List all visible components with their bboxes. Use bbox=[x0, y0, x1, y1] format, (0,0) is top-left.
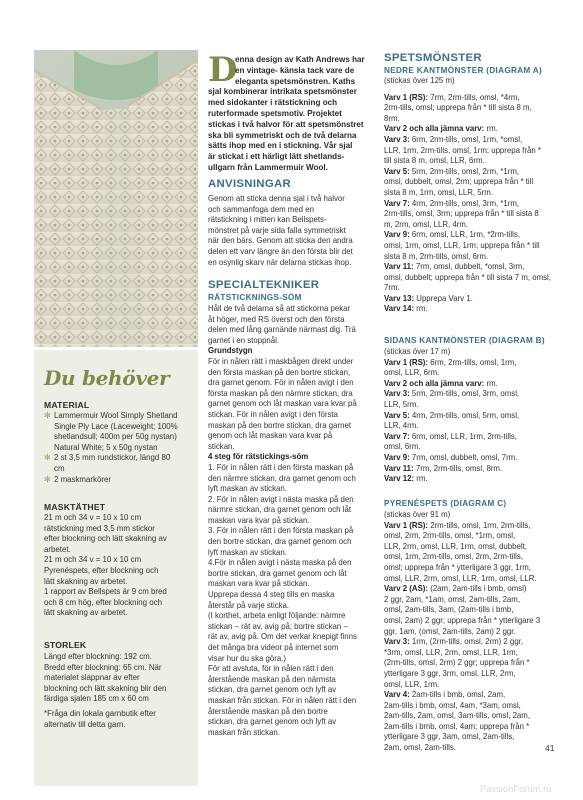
specialtekniker-heading: SPECIALTEKNIKER bbox=[208, 279, 320, 291]
bullet-icon: ✻ bbox=[44, 411, 51, 420]
sidans-kant-text: (stickas över 17 m) Varv 1 (RS): 6rm, 2rm-tills, omsl, 1rm, omsl, LLR, 6rm. Varv 2 och alla jämna varv: rm. Varv 3: 5rm, 2rm-tills, omsl, 3rm, omsl, LLR, 5rm. Varv 5: 4rm, 2rm-tills, omsl, 5rm, omsl, LLR, 4rm. Varv 7: 6rm, omsl, LLR, 1rm, 2rm-tills, omsl, 6rm. Varv 9: 7rm, omsl, dubbelt, omsl, 7rm. Varv 11: 7rm, 2rm-tills, omsl, 8rm. Varv 12: rm. bbox=[384, 347, 520, 484]
masktathet-heading: MASKTÄTHET bbox=[44, 502, 106, 512]
drop-cap: D bbox=[208, 50, 238, 90]
material-list: ✻ Lammermuir Wool Simply Shetland Single Ply Lace (Laceweight; 100% shetlandsull; 400m per 50g nystan) Natural White; 5 x 50g nystan ✻ 2 st 3,5 mm rundstickor, längd 80 cm ✻ 2 maskmarkörer bbox=[44, 411, 194, 485]
nedre-kant-text: (stickas över 125 m) Varv 1 (RS): 7rm, 2rm-tills, omsl, *4rm, 2rm-tills, omsl; upprepa från * till sista 8 m, 8rm. Varv 2 och alla jämna varv: rm. Varv 3: 6rm, 2rm-tills, omsl, 1rm, *omsl, LLR, 1rm, 2rm-tills, omsl, 1rm; upprepa från * till sista 8 m, omsl, LLR, 6rm. Varv 5: 5rm, 2rm-tills, omsl, 2rm, *1rm, omsl, dubbelt, omsl, 2rm; upprepa från * till sista 8 m, 1rm, omsl, LLR, 5rm. Varv 7: 4rm, 2rm-tills, omsl, 3rm, *1rm, 2rm-tills, omsl, 3rm; upprepa från * till sista 8 m, 2rm, omsl, LLR, 4rm. Varv 9: 6rm, omsl, LLR, 1rm, *2rm-tills, omsl, 1rm, omsl, LLR, 1rm; upprepa från * till sista 8 m, 2rm-tills, omsl, 6rm. Varv 11: 7rm, omsl, dubbelt, *omsl, 3rm, omsl, dubbelt; upprepa från * till sista 7 m, omsl, 7rm. Varv 13: Upprepa Varv 1. Varv 14: rm. bbox=[384, 76, 551, 314]
pyrenes-heading: PYRENÉSPETS (DIAGRAM C) bbox=[384, 499, 507, 508]
bullet-icon: ✻ bbox=[44, 453, 51, 463]
storlek-text: Längd efter blockning: 192 cm. Bredd efter blockning: 65 cm. När materialet slappnar av efter blockning och lätt skakning blir den färdiga sjalen 185 cm x 60 cm *Fråga din lokala garnbutik efter alternativ till detta garn. bbox=[44, 652, 167, 729]
steg-heading: 4 steg för rätstickings-söm bbox=[208, 452, 309, 462]
shawl-photo bbox=[34, 50, 198, 347]
material-heading: MATERIAL bbox=[44, 400, 90, 410]
ratstickning-heading: RÄTSTICKNINGS-SÖM bbox=[208, 293, 302, 302]
storlek-heading: STORLEK bbox=[44, 640, 87, 650]
material-item: ✻ Lammermuir Wool Simply Shetland bbox=[44, 411, 178, 420]
grundstygn-heading: Grundstygn bbox=[208, 346, 253, 356]
bullet-icon: ✻ bbox=[44, 474, 51, 484]
masktathet-text: 21 m och 34 v = 10 x 10 cm rätstickning med 3,5 mm stickor efter blockning och lätt skakning av arbetet. 21 m och 34 v = 10 x 10 cm Pyrenéspets, efter blockning och lätt skakning av arbetet. 1 rapport av Bellspets är 9 cm bred och 8 cm hög, efter blockning och lätt skakning av arbetet. bbox=[44, 513, 167, 618]
material-item: ✻ 2 st 3,5 mm rundstickor, längd 80 bbox=[44, 453, 171, 463]
intro-text: enna design av Kath Andrews har en vintage- känsla tack vare de eleganta spetsmönstren. Kaths sjal kombinerar intrikata spetsmönster med sidokanter i rätstickning och ruterformade spetsmotiv. Projektet stickas i två halvor för att spetsmönstret ska bli symmetriskt och de två delarna sätts ihop med en i stickning. Vår sjal är stickat i ett härligt lätt shetlands- ullgarn från Lammermuir Wool. bbox=[208, 55, 365, 172]
material-item: ✻ 2 maskmarkörer bbox=[44, 474, 111, 484]
anvisningar-heading: ANVISNINGAR bbox=[208, 178, 292, 190]
anvisningar-text: Genom att sticka denna sjal i två halvor och sammanfoga dem med en rätstickning i mitten kan Bellspets- mönstret på varje sida falla symmetriskt när den bärs. Genom att sticka den andra delen ett varv längre än den första blir det en osynlig skarv när delarna stickas ihop. bbox=[208, 194, 353, 267]
sidebar-title: Du behöver bbox=[44, 366, 170, 390]
specialtekniker-text: Håll de två delarna så att stickorna pekar åt höger, med RS överst och den första delen med lång garnände närmast dig. Trä garnet i en stoppnål. Grundstygn För in nålen rätt i maskbågen direkt under den första maskan på den bortre stickan, dra garnet genom. För in nålen avigt i den första maskan på den närmre stickan, dra garnet genom och låt maskan vara kvar på stickan. För in nålen avigt i den första maskan på den bortre stickan, dra garnet genom och låt maskan vara kvar på stickan. 4 steg för rätstickings-söm 1. För in nålen rätt i den första maskan på den närmre stickan, dra garnet genom och lyft maskan av stickan. 2. För in nålen avigt i nästa maska på den närmre stickan, dra garnet genom och låt maskan vara kvar på stickan. 3. För in nålen rätt i den första maskan på den bortre stickan, dra garnet genom och lyft maskan av stickan. 4.För in nålen avigt i nästa maska på den bortre stickan, dra garnet genom och låt maskan vara kvar på stickan. Upprepa dessa 4 steg tills en maska återstår på varje sticka. (I korthet, arbeta enligt följande: närmre stickan – rät av, avig på; bortre stickan – rät av, avig på. Om det verkar knepigt finns det många bra videor på internet som visar hur du ska göra.) För att avsluta, för in nålen rätt i den återstående maskan på den närmsta stickan, dra garnet genom och lyft av maskan från stickan. För in nålen rätt i den återstående maskan på den bortre stickan, dra garnet genom och lyft av maskan från stickan. bbox=[208, 304, 373, 738]
materials-sidebar bbox=[34, 350, 198, 786]
spetsmonster-heading: SPETSMÖNSTER bbox=[384, 52, 482, 64]
nedre-kant-heading: NEDRE KANTMÖNSTER (DIAGRAM A) bbox=[384, 66, 543, 75]
pyrenes-text: (stickas över 91 m) Varv 1 (RS): 2rm-tills, omsl, 1rm, 2rm-tills, omsl, 2rm, 2rm-tills, omsl, *1rm, omsl, LLR, 2rm, omsl, LLR, 1rm, omsl, dubbelt, omsl, 1rm, 2rm-tills, omsl, 2rm, 2rm-tills, omsl; upprepa från * ytterligare 3 ggr, 1rm, omsl, LLR, 2rm, omsl, LLR, 1rm, omsl, LLR. Varv 2 (AS): (2am, 2am-tills i bmb, omsl) 2 ggr, 2am, *1am, omsl, 2am-tills, 2am, omsl, 2am-tills, 3am, (2am-tills i bmb, omsl, 2am) 2 ggr; upprepa från * ytterligare 3 ggr, 1am, (omsl, 2am-tills, 2am) 2 ggr. Varv 3: 1rm, (2rm-tills, omsl, 2rm) 2 ggr, *3rm, omsl, LLR, 2rm, omsl, LLR, 1rm, (2rm-tills, omsl, 2rm) 2 ggr; upprepa från * ytterligare 3 ggr, 3rm, omsl, LLR, 2rm, omsl, LLR, 1rm. Varv 4: 2am-tills i bmb, omsl, 2am, 2am-tills i bmb, omsl, 4am, *3am, omsl, 2am-tills, 2am, omsl, 3am-tills, omsl, 2am, 2am-tills i bmb, omsl, 4am; upprepa från * ytterligare 3 ggr, 3am, omsl, 2am-tills, 2am, omsl, 2am-tills. bbox=[384, 510, 541, 753]
watermark: PassionForum.ru bbox=[480, 784, 552, 794]
sidans-kant-heading: SIDANS KANTMÖNSTER (DIAGRAM B) bbox=[384, 336, 545, 345]
page-number: 41 bbox=[545, 743, 555, 753]
